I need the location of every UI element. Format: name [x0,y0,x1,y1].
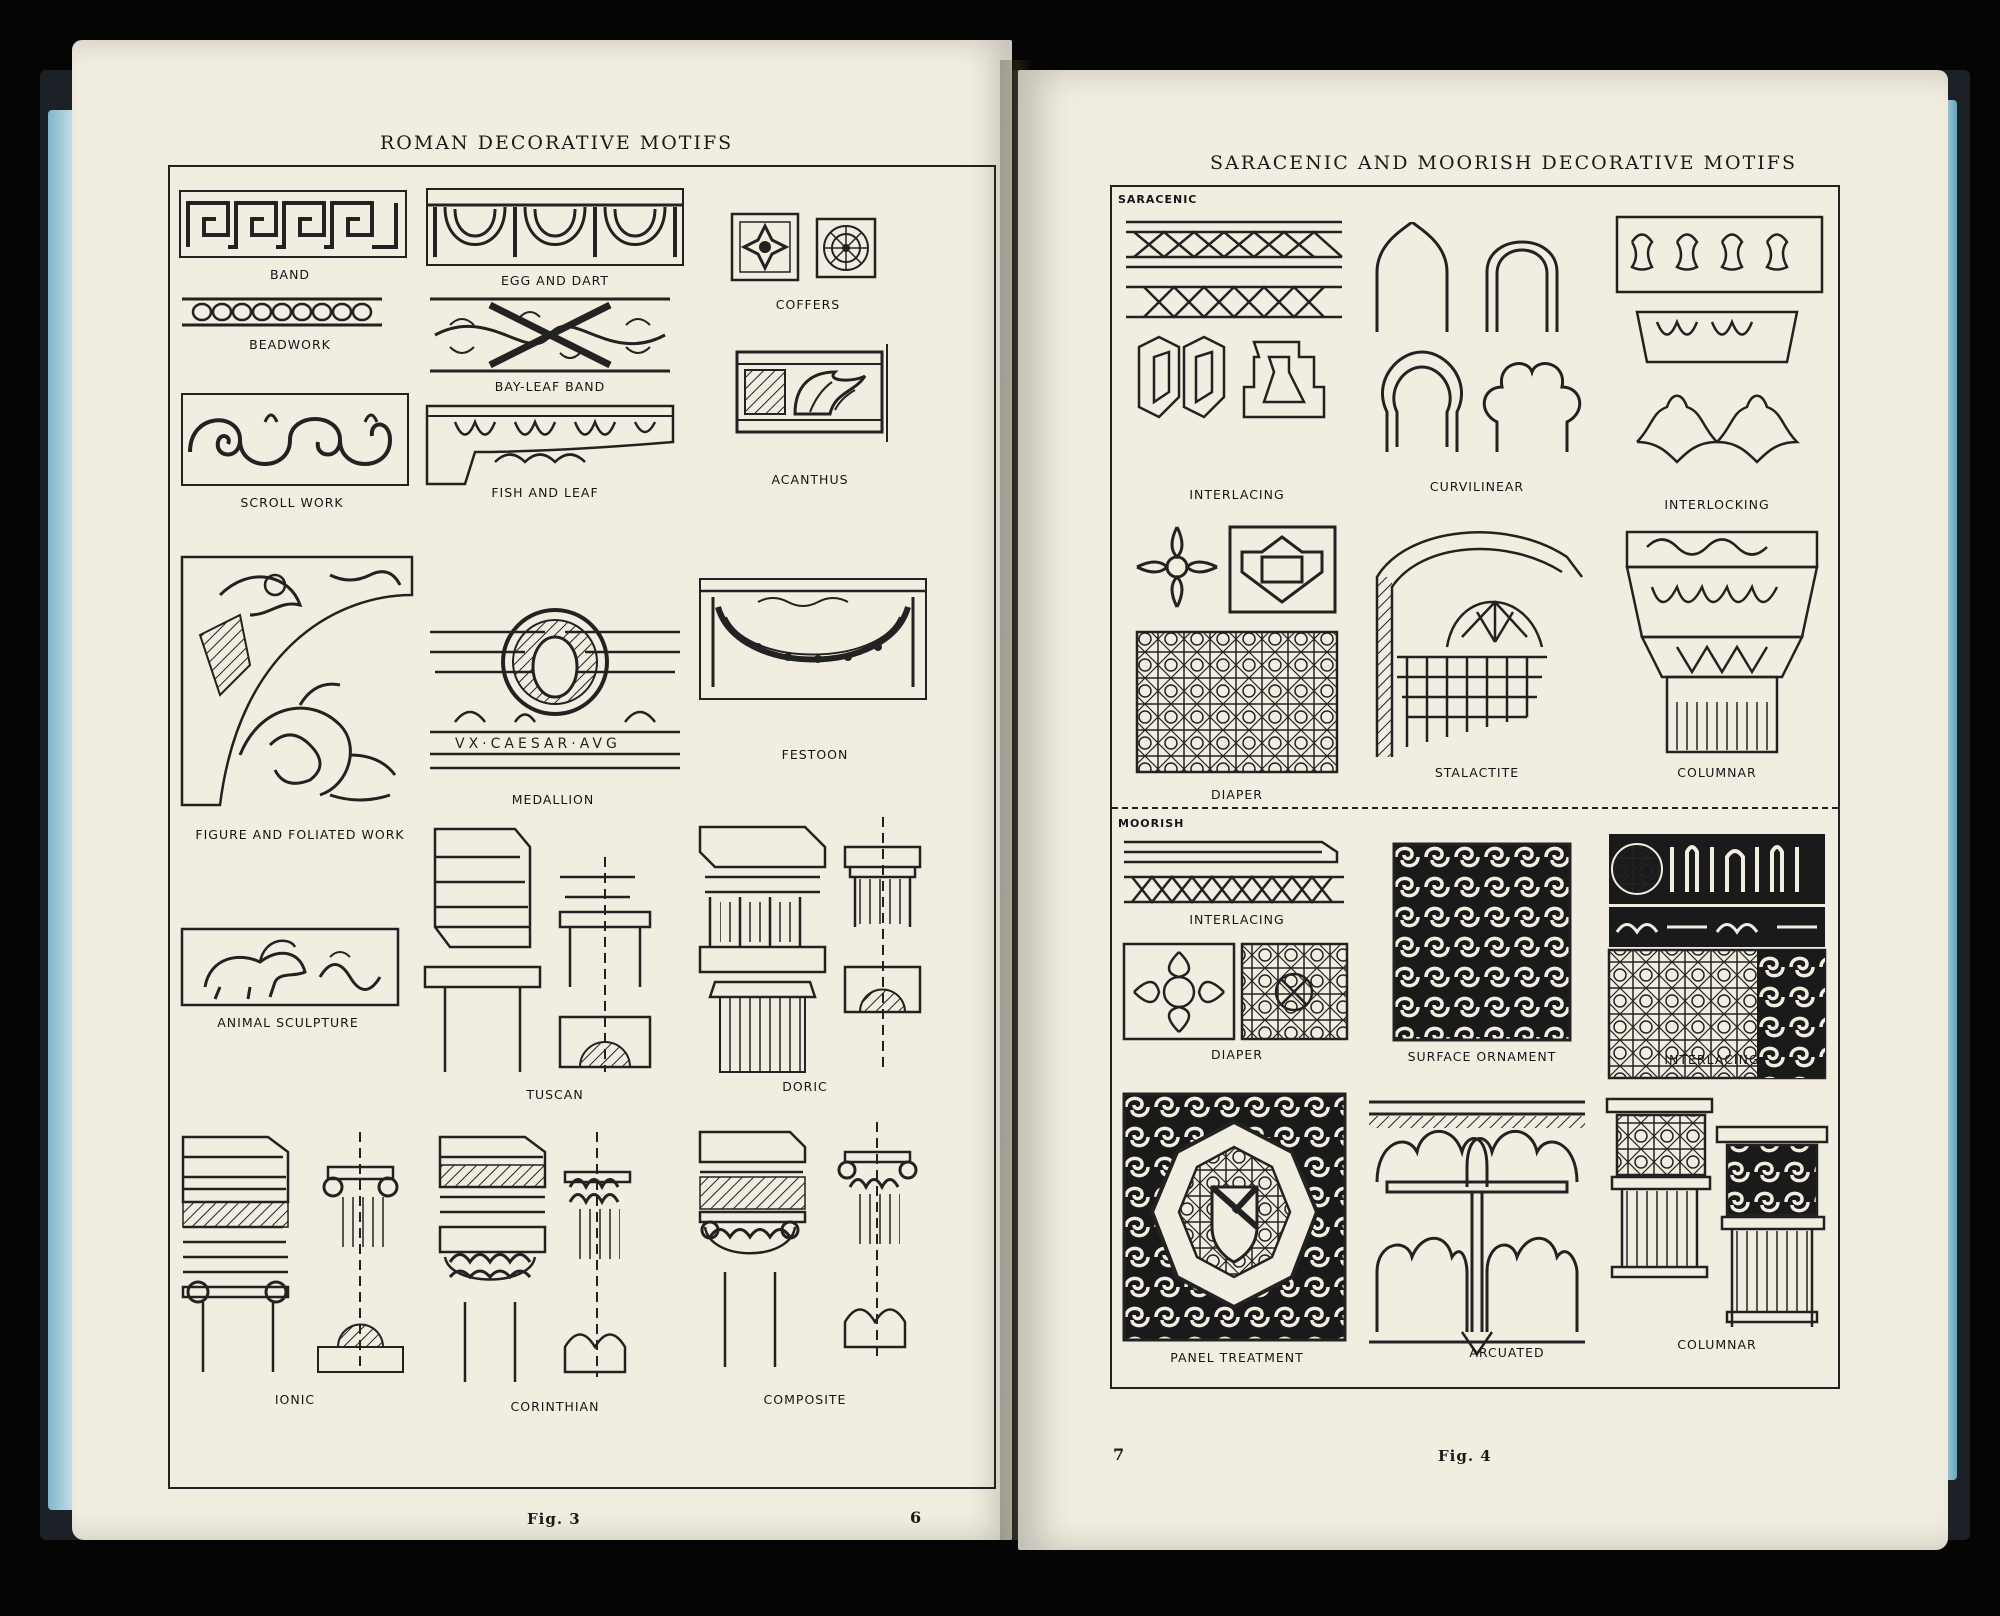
corinthian-order-illustration [435,1127,680,1387]
moorish-interlacing-panel-illustration [1607,832,1827,1082]
moorish-columnar-illustration [1602,1097,1832,1337]
caption-band: BAND [269,267,311,282]
right-page-number: 7 [1113,1445,1125,1464]
caption-composite: COMPOSITE [763,1392,847,1407]
right-figure-frame [1110,185,1840,1389]
coffer-right-illustration [815,217,877,279]
medallion-illustration [425,572,685,772]
caption-doric: DORIC [782,1079,828,1094]
left-page-number: 6 [910,1508,922,1527]
caption-fish-and-leaf: FISH AND LEAF [491,485,599,500]
moorish-interlacing-illustration [1122,837,1347,907]
saracenic-interlacing-illustration [1124,217,1344,427]
caption-surface-ornament: SURFACE ORNAMENT [1407,1049,1557,1064]
caption-coffers: COFFERS [775,297,841,312]
caption-animal-sculpture: ANIMAL SCULPTURE [217,1015,359,1030]
left-page [72,40,1012,1540]
caption-saracenic-columnar: COLUMNAR [1677,765,1757,780]
caption-ionic: IONIC [274,1392,316,1407]
caption-moorish-interlacing-panel: INTERLACING [1664,1052,1760,1067]
scroll-work-illustration [180,392,410,487]
left-figure-number: Fig. 3 [527,1510,581,1528]
curvilinear-illustration [1367,222,1587,462]
saracenic-columnar-illustration [1622,527,1822,757]
caption-acanthus: ACANTHUS [771,472,849,487]
doric-order-illustration [695,807,930,1077]
caption-moorish-diaper: DIAPER [1211,1047,1263,1062]
saracenic-diaper-illustration [1132,522,1352,782]
moorish-diaper-illustration [1122,942,1352,1042]
right-page-title: SARACENIC AND MOORISH DECORATIVE MOTIFS [1210,152,1797,174]
caption-figure-and-foliated-work: FIGURE AND FOLIATED WORK [195,827,405,842]
surface-ornament-illustration [1392,842,1572,1042]
caption-egg-and-dart: EGG AND DART [500,273,610,288]
egg-and-dart-illustration [425,187,685,267]
ionic-order-illustration [178,1127,418,1377]
caption-bay-leaf-band: BAY-LEAF BAND [494,379,606,394]
tuscan-order-illustration [420,827,670,1077]
arcuated-illustration [1367,1092,1587,1357]
right-page [1018,70,1948,1550]
caption-corinthian: CORINTHIAN [510,1399,600,1414]
section-moorish: MOORISH [1118,817,1185,830]
caption-panel-treatment: PANEL TREATMENT [1170,1350,1304,1365]
section-divider [1112,807,1838,809]
composite-order-illustration [695,1122,935,1377]
caption-moorish-columnar: COLUMNAR [1677,1337,1757,1352]
caption-saracenic-interlacing: INTERLACING [1189,487,1285,502]
left-page-title: ROMAN DECORATIVE MOTIFS [380,132,734,154]
panel-treatment-illustration [1122,1092,1347,1342]
band-illustration [178,189,408,259]
bay-leaf-band-illustration [430,295,670,375]
right-figure-number: Fig. 4 [1438,1447,1492,1465]
caption-moorish-interlacing: INTERLACING [1189,912,1285,927]
interlocking-illustration [1612,212,1832,492]
figure-and-foliated-work-illustration [180,555,415,815]
caption-festoon: FESTOON [781,747,849,762]
caption-curvilinear: CURVILINEAR [1429,479,1525,494]
caption-scroll-work: SCROLL WORK [240,495,344,510]
left-figure-frame [168,165,996,1489]
caption-saracenic-diaper: DIAPER [1211,787,1263,802]
beadwork-illustration [182,295,382,329]
caption-stalactite: STALACTITE [1434,765,1520,780]
animal-sculpture-illustration [180,927,400,1007]
caption-medallion: MEDALLION [511,792,595,807]
svg-text:VX·CAESAR·AVG: VX·CAESAR·AVG [455,736,621,752]
stalactite-illustration [1367,517,1587,757]
caption-arcuated: ARCUATED [1469,1345,1545,1360]
caption-tuscan: TUSCAN [526,1087,584,1102]
coffer-left-illustration [730,212,800,282]
caption-beadwork: BEADWORK [249,337,331,352]
festoon-illustration [698,577,928,702]
acanthus-illustration [735,342,895,447]
caption-interlocking: INTERLOCKING [1664,497,1770,512]
section-saracenic: SARACENIC [1118,193,1198,206]
fish-and-leaf-illustration [425,402,675,487]
